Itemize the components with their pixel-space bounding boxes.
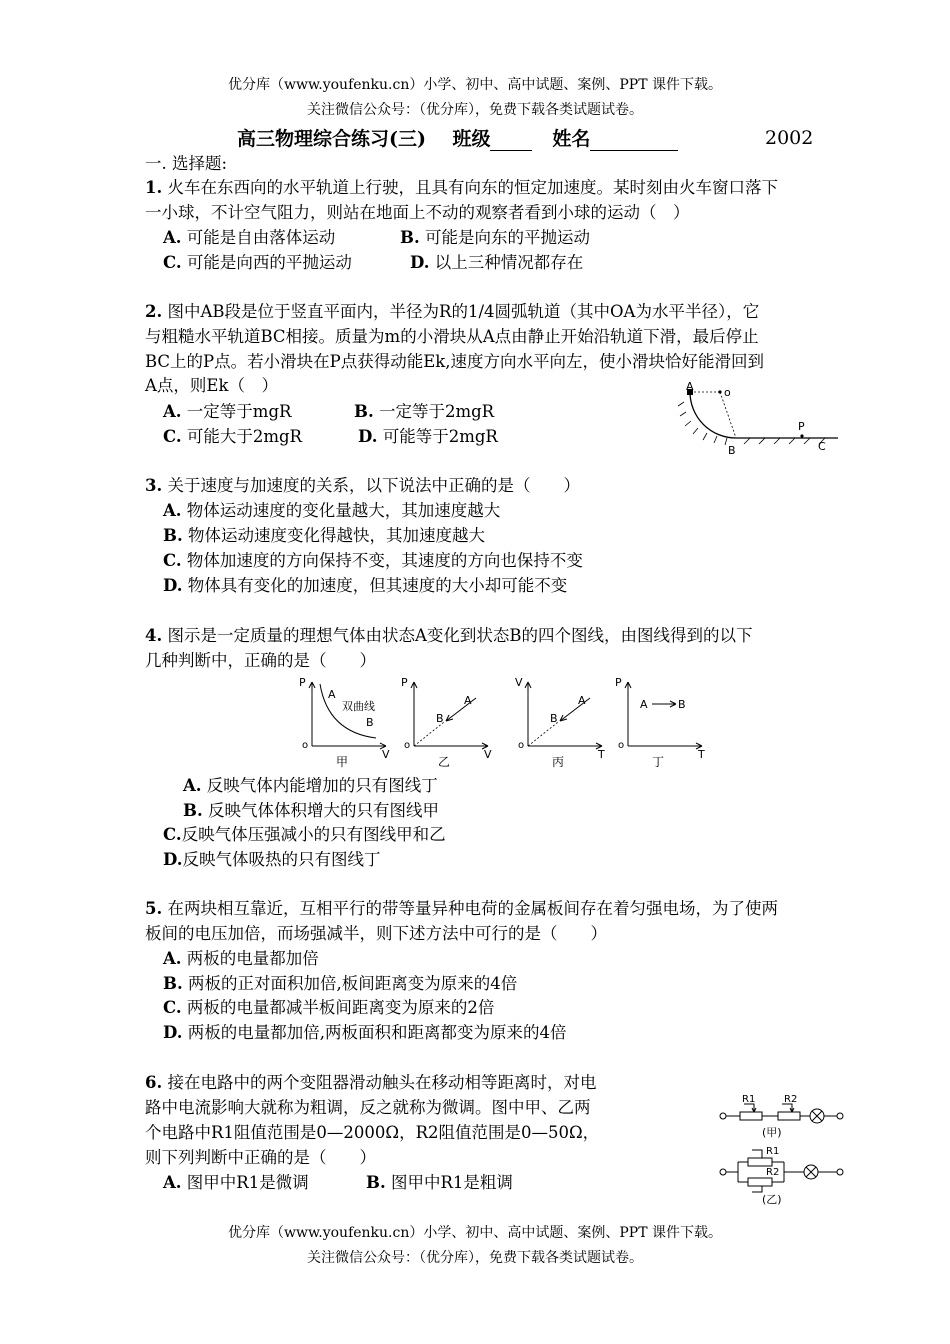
q6-option-b: B. 图甲中R1是粗调 — [366, 1173, 513, 1192]
q2-line-4: A点，则Ek（ ） — [145, 376, 278, 395]
svg-text:o: o — [618, 740, 625, 751]
q6-label-jia: (甲) — [762, 1126, 782, 1139]
q1-option-a: A. 可能是自由落体运动 — [163, 228, 336, 247]
q3-stem: 3. 关于速度与加速度的关系，以下说法中正确的是（ ） — [145, 476, 580, 495]
q4-option-d: D.反映气体吸热的只有图线丁 — [163, 850, 381, 869]
svg-text:A: A — [578, 694, 586, 707]
q4-graph-ding-label: 丁 — [652, 755, 665, 769]
svg-text:P: P — [401, 676, 408, 689]
class-blank — [490, 130, 532, 151]
q5-option-b: B. 两板的正对面积加倍,板间距离变为原来的4倍 — [163, 974, 518, 993]
footer-line-2: 关注微信公众号：（优分库），免费下载各类试题试卷。 — [307, 1250, 643, 1266]
q1-line-1: 1. 火车在东西向的水平轨道上行驶，且具有向东的恒定加速度。某时刻由火车窗口落下 — [145, 178, 778, 197]
q4-line-2: 几种判断中，正确的是（ ） — [145, 651, 376, 670]
q2-label-a: A — [686, 380, 694, 393]
svg-text:o: o — [302, 740, 309, 751]
q4-graph-yi — [398, 674, 498, 774]
q4-line-1: 4. 图示是一定质量的理想气体由状态A变化到状态B的四个图线，由图线得到的以下 — [145, 626, 753, 645]
svg-text:P: P — [299, 676, 306, 689]
svg-text:P: P — [615, 676, 622, 689]
q4-graph-jia — [296, 674, 396, 774]
svg-text:双曲线: 双曲线 — [342, 700, 375, 713]
svg-text:A: A — [640, 698, 648, 711]
svg-text:V: V — [382, 748, 390, 761]
q1-option-c: C. 可能是向西的平抛运动 — [163, 253, 352, 272]
q1-option-b: B. 可能是向东的平抛运动 — [400, 228, 590, 247]
q6-jia-r2-label: R2 — [784, 1094, 798, 1105]
q2-label-p: P — [798, 420, 805, 433]
svg-text:T: T — [598, 748, 605, 761]
q5-line-2: 板间的电压加倍，而场强减半，则下述方法中可行的是（ ） — [145, 924, 607, 943]
svg-text:o: o — [404, 740, 411, 751]
q3-option-c: C. 物体加速度的方向保持不变，其速度的方向也保持不变 — [163, 551, 583, 570]
q3-option-b: B. 物体运动速度变化得越快，其加速度越大 — [163, 526, 485, 545]
svg-text:A: A — [328, 688, 336, 701]
svg-text:B: B — [366, 716, 374, 729]
q5-option-a: A. 两板的电量都加倍 — [163, 949, 319, 968]
page-title — [237, 124, 678, 151]
q5-option-d: D. 两板的电量都加倍,两板面积和距离都变为原来的4倍 — [163, 1023, 567, 1042]
q2-line-2: 与粗糙水平轨道BC相接。质量为m的小滑块从A点由静止开始沿轨道下滑，最后停止 — [145, 327, 759, 346]
svg-text:B: B — [436, 712, 444, 725]
q6-label-yi: (乙) — [762, 1193, 782, 1206]
q2-label-o: o — [724, 386, 731, 399]
svg-text:B: B — [678, 698, 686, 711]
q6-circuit-diagram — [718, 1088, 848, 1206]
year: 2002 — [765, 127, 814, 149]
q6-jia-r1-label: R1 — [742, 1094, 756, 1105]
svg-text:V: V — [515, 676, 523, 689]
svg-text:B: B — [550, 712, 558, 725]
q6-line-3: 个电路中R1阻值范围是0—2000Ω，R2阻值范围是0—50Ω， — [145, 1123, 600, 1142]
q6-line-2: 路中电流影响大就称为粗调，反之就称为微调。图中甲、乙两 — [145, 1098, 591, 1117]
q2-option-b: B. 一定等于2mgR — [354, 402, 495, 421]
q2-line-1: 2. 图中AB段是位于竖直平面内，半径为R的1/4圆弧轨道（其中OA为水平半径），它 — [145, 302, 760, 321]
q1-option-d: D. 以上三种情况都存在 — [410, 253, 584, 272]
svg-text:A: A — [464, 694, 472, 707]
q4-option-b: B. 反映气体体积增大的只有图线甲 — [183, 801, 439, 820]
svg-text:V: V — [484, 748, 492, 761]
q6-yi-r1-label: R1 — [766, 1146, 780, 1157]
class-label: 班级 — [452, 128, 491, 150]
name-blank — [590, 130, 678, 151]
section-heading: 一. 选择题: — [145, 154, 228, 173]
q4-graph-bing-label: 丙 — [552, 755, 565, 769]
q2-option-d: D. 可能等于2mgR — [358, 427, 498, 446]
q1-line-2: 一小球，不计空气阻力，则站在地面上不动的观察者看到小球的运动（ ） — [145, 203, 690, 222]
q5-line-1: 5. 在两块相互靠近，互相平行的带等量异种电荷的金属板间存在着匀强电场，为了使两 — [145, 899, 778, 918]
title-text: 高三物理综合练习(三) — [237, 128, 426, 150]
q4-graph-yi-label: 乙 — [438, 755, 451, 769]
header-line-1: 优分库（www.youfenku.cn）小学、初中、高中试题、案例、PPT 课件下载。 — [227, 77, 722, 93]
q4-option-a: A. 反映气体内能增加的只有图线丁 — [183, 776, 438, 795]
q2-option-c: C. 可能大于2mgR — [163, 427, 302, 446]
q2-label-c: C — [818, 440, 826, 453]
q6-line-4: 则下列判断中正确的是（ ） — [145, 1148, 376, 1167]
q6-yi-r2-label: R2 — [766, 1167, 780, 1178]
q2-label-b: B — [728, 444, 736, 457]
q5-option-c: C. 两板的电量都减半板间距离变为原来的2倍 — [163, 998, 495, 1017]
q6-option-a: A. 图甲中R1是微调 — [163, 1173, 309, 1192]
q4-graph-jia-label: 甲 — [336, 755, 349, 769]
footer-line-1: 优分库（www.youfenku.cn）小学、初中、高中试题、案例、PPT 课件下载。 — [227, 1225, 722, 1241]
name-label: 姓名 — [552, 128, 591, 150]
svg-text:o: o — [518, 740, 525, 751]
q3-option-a: A. 物体运动速度的变化量越大，其加速度越大 — [163, 501, 501, 520]
q4-option-c: C.反映气体压强减小的只有图线甲和乙 — [163, 825, 446, 844]
q4-graph-ding — [612, 674, 712, 774]
q2-option-a: A. 一定等于mgR — [163, 402, 292, 421]
q4-graph-bing — [512, 674, 612, 774]
svg-text:T: T — [698, 748, 705, 761]
q2-line-3: BC上的P点。若小滑块在P点获得动能Ek,速度方向水平向左，使小滑块恰好能滑回到 — [145, 352, 765, 371]
q2-track-diagram — [670, 380, 850, 460]
header-line-2: 关注微信公众号：（优分库），免费下载各类试题试卷。 — [307, 102, 643, 118]
q3-option-d: D. 物体具有变化的加速度，但其速度的大小却可能不变 — [163, 576, 568, 595]
q6-line-1: 6. 接在电路中的两个变阻器滑动触头在移动相等距离时，对电 — [145, 1073, 597, 1092]
